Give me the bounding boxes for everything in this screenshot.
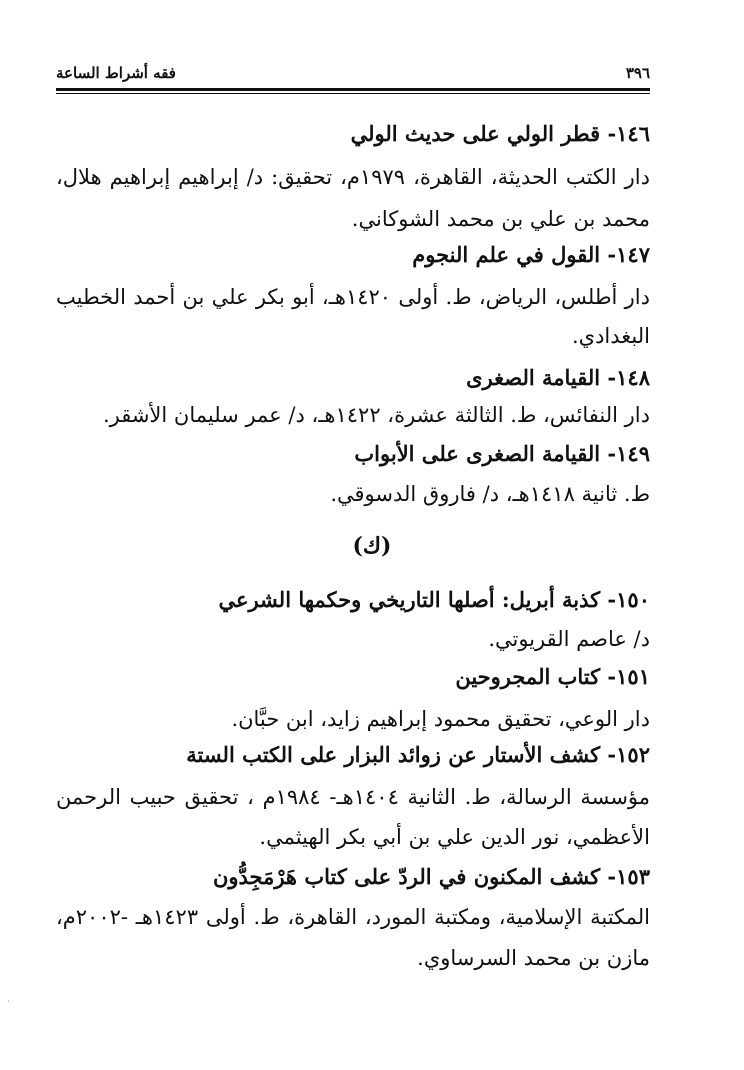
entry-146-line-1: دار الكتب الحديثة، القاهرة، ١٩٧٩م، تحقيق: د/ إبراهيم إبراهيم هلال،	[56, 165, 650, 189]
entry-147-line-1: دار أطلس، الرياض، ط. أولى ١٤٢٠هـ، أبو بكر علي بن أحمد الخطيب	[56, 285, 650, 309]
entry-152-heading: ١٥٢- كشف الأستار عن زوائد البزار على الكتب الستة	[186, 742, 650, 767]
entry-152-line-2: الأعظمي، نور الدين علي بن أبي بكر الهيثمي.	[259, 825, 650, 849]
entry-149-line-1: ط. ثانية ١٤١٨هـ، د/ فاروق الدسوقي.	[330, 482, 650, 506]
header-rule	[56, 88, 650, 91]
margin-mark	[8, 1000, 9, 1002]
entry-146-heading: ١٤٦- قطر الولي على حديث الولي	[350, 121, 650, 146]
header-rule-thin	[56, 93, 650, 94]
entry-146-line-2: محمد بن علي بن محمد الشوكاني.	[351, 207, 650, 231]
entry-149-heading: ١٤٩- القيامة الصغرى على الأبواب	[354, 441, 650, 466]
entry-150-line-1: د/ عاصم القريوتي.	[488, 627, 650, 651]
entry-147-heading: ١٤٧- القول في علم النجوم	[412, 242, 650, 267]
entry-153-line-1: المكتبة الإسلامية، ومكتبة المورد، القاهرة، ط. أولى ١٤٢٣هـ -٢٠٠٢م،	[56, 905, 650, 929]
entry-151-line-1: دار الوعي، تحقيق محمود إبراهيم زايد، ابن حبَّان.	[231, 707, 650, 731]
entry-148-heading: ١٤٨- القيامة الصغرى	[466, 365, 650, 390]
section-letter: (ك)	[352, 533, 392, 559]
page-number: ٣٩٦	[625, 64, 650, 82]
entry-148-line-1: دار النفائس، ط. الثالثة عشرة، ١٤٢٢هـ، د/ عمر سليمان الأشقر.	[102, 403, 650, 427]
running-title: فقه أشراط الساعة	[56, 64, 176, 82]
entry-152-line-1: مؤسسة الرسالة، ط. الثانية ١٤٠٤هـ- ١٩٨٤م ، تحقيق حبيب الرحمن	[56, 785, 651, 809]
entry-147-line-2: البغدادي.	[571, 324, 650, 348]
entry-153-line-2: مازن بن محمد السرساوي.	[417, 946, 650, 970]
entry-151-heading: ١٥١- كتاب المجروحين	[455, 664, 650, 689]
entry-153-heading: ١٥٣- كشف المكنون في الردّ على كتاب هَرْمَجِدُّون	[212, 864, 650, 889]
running-header	[56, 60, 650, 82]
entry-150-heading: ١٥٠- كذبة أبريل: أصلها التاريخي وحكمها الشرعي	[218, 587, 650, 612]
